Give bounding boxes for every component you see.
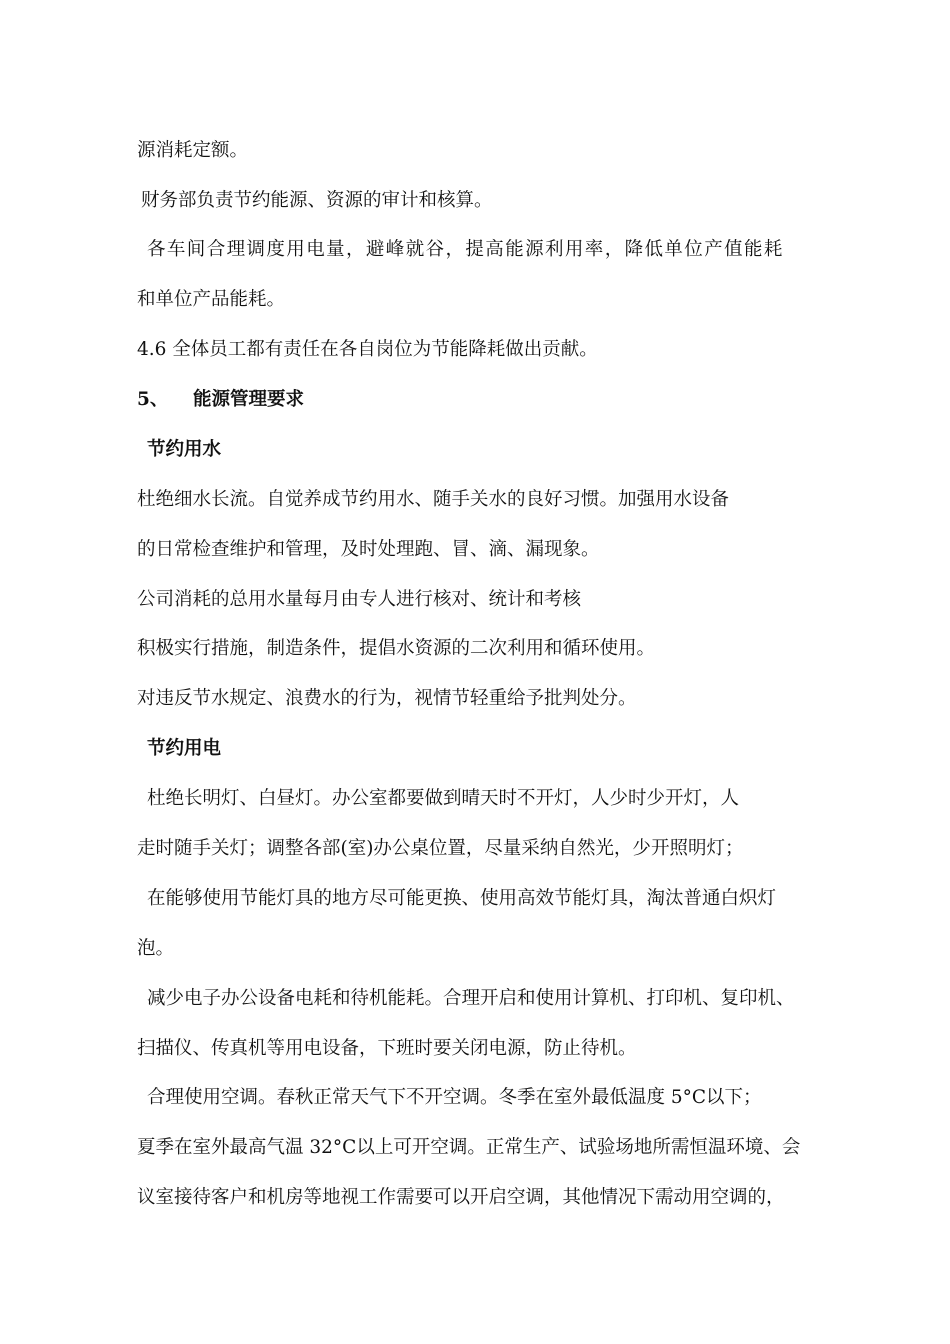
paragraph-line: 和单位产品能耗。 (137, 289, 286, 310)
paragraph-line: 走时随手关灯；调整各部(室)办公桌位置，尽量采纳自然光，少开照明灯； (137, 838, 744, 859)
paragraph-line: 杜绝细水长流。自觉养成节约用水、随手关水的良好习惯。加强用水设备 (137, 489, 730, 510)
section-title: 能源管理要求 (193, 389, 305, 410)
paragraph-line: 4.6 全体员工都有责任在各自岗位为节能降耗做出贡献。 (137, 339, 598, 360)
subsection-heading-water: 节约用水 (147, 439, 222, 460)
section-number: 5、 (137, 389, 169, 410)
paragraph-line: 合理使用空调。春秋正常天气下不开空调。冬季在室外最低温度 5°C以下； (147, 1087, 762, 1108)
paragraph-line: 源消耗定额。 (137, 140, 249, 161)
paragraph-line: 杜绝长明灯、白昼灯。办公室都要做到晴天时不开灯，人少时少开灯，人 (147, 788, 740, 809)
paragraph-line: 公司消耗的总用水量每月由专人进行核对、统计和考核 (137, 589, 582, 610)
paragraph-line: 泡。 (137, 938, 175, 959)
paragraph-line: 各车间合理调度用电量，避峰就谷，提高能源利用率，降低单位产值能耗 (147, 239, 784, 260)
paragraph-line: 减少电子办公设备电耗和待机能耗。合理开启和使用计算机、打印机、复印机、 (147, 988, 795, 1009)
subsection-heading-electricity: 节约用电 (147, 738, 222, 759)
paragraph-line: 在能够使用节能灯具的地方尽可能更换、使用高效节能灯具，淘汰普通白炽灯 (147, 888, 777, 909)
paragraph-line: 财务部负责节约能源、资源的审计和核算。 (141, 190, 493, 211)
paragraph-line: 对违反节水规定、浪费水的行为，视情节轻重给予批判处分。 (137, 688, 637, 709)
paragraph-line: 议室接待客户和机房等地视工作需要可以开启空调，其他情况下需动用空调的， (137, 1187, 785, 1208)
paragraph-line: 扫描仪、传真机等用电设备，下班时要关闭电源，防止待机。 (137, 1038, 637, 1059)
section-heading (137, 388, 837, 412)
paragraph-line: 夏季在室外最高气温 32°C以上可开空调。正常生产、试验场地所需恒温环境、会 (137, 1137, 801, 1158)
paragraph-line: 积极实行措施，制造条件，提倡水资源的二次利用和循环使用。 (137, 638, 656, 659)
paragraph-line: 的日常检查维护和管理，及时处理跑、冒、滴、漏现象。 (137, 539, 600, 560)
